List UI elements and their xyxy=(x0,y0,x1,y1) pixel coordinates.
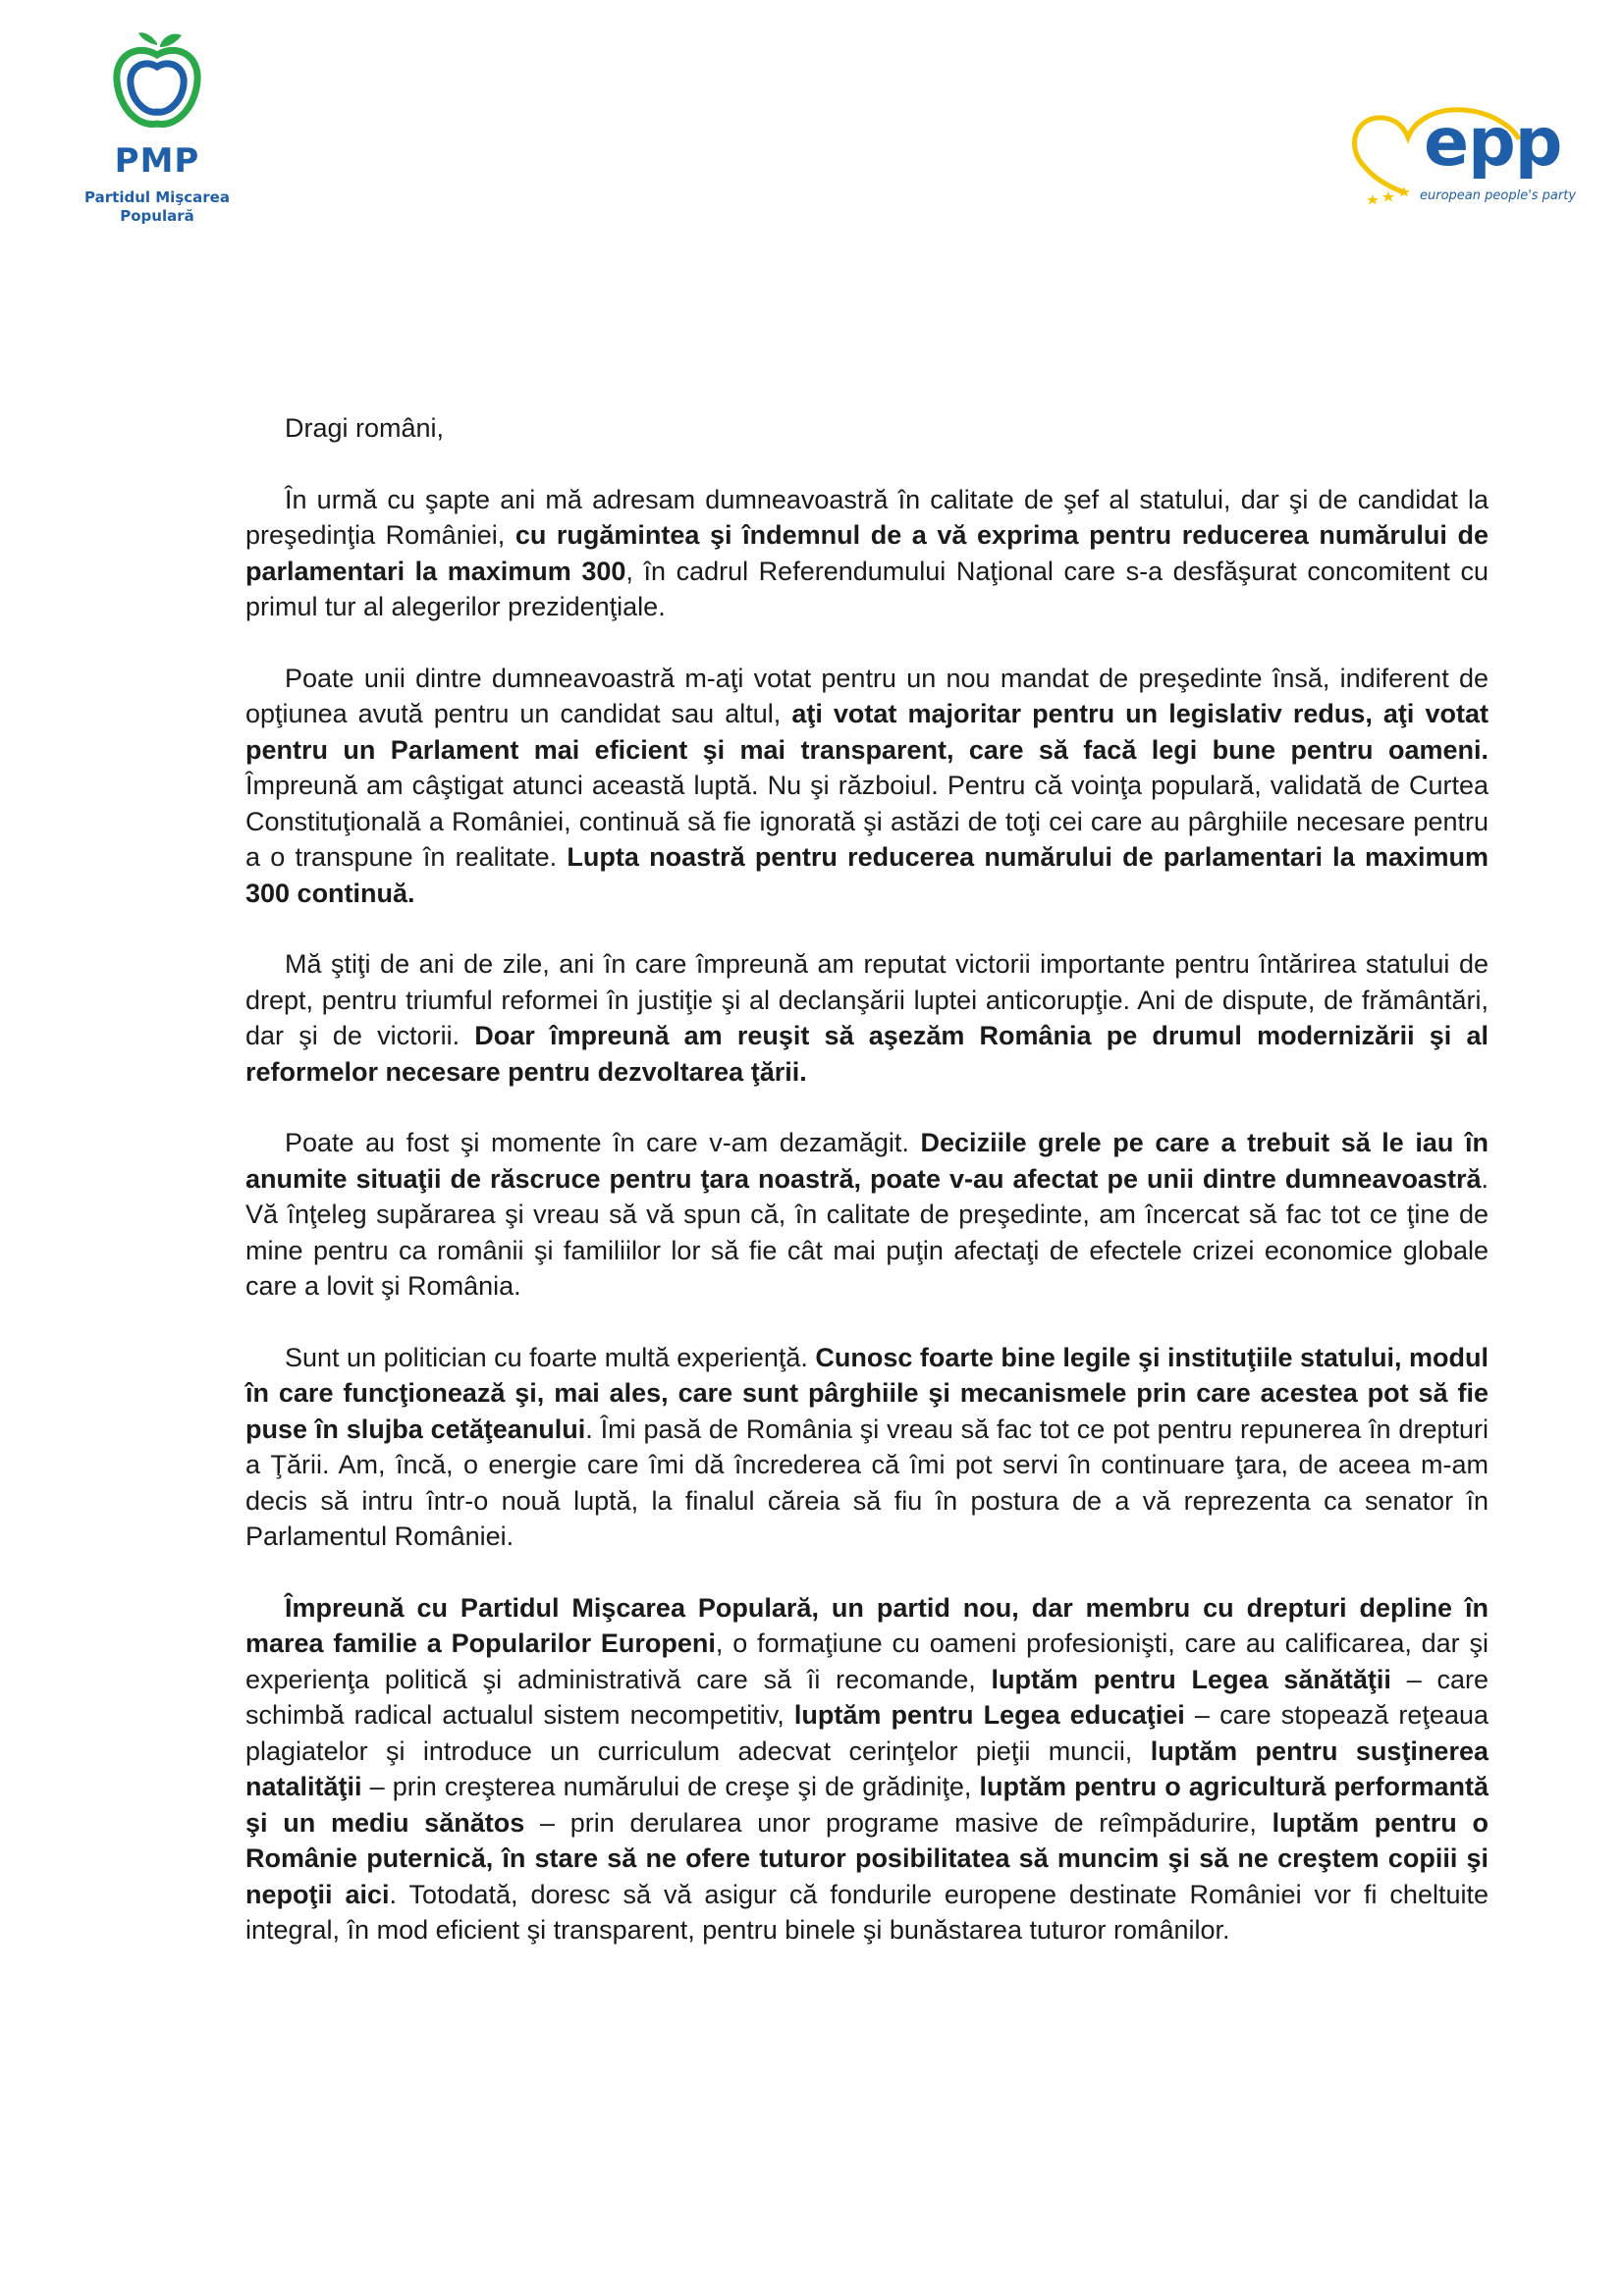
pmp-full-name xyxy=(59,188,255,226)
salutation: Dragi români, xyxy=(285,413,445,443)
letter-body xyxy=(245,410,1489,1984)
paragraph-1: În urmă cu şapte ani mă adresam dumneavoastră în calitate de şef al statului, dar şi de candidat la preşedinţia României, cu rugămintea şi îndemnul de a vă exprima pentru reducerea numărului de parlamentari la maximum 300, în cadrul Referendumului Naţional care s-a desfăşurat concomitent cu primul tur al alegerilor prezidenţiale. xyxy=(245,484,1489,621)
paragraph-3: Mă ştiţi de ani de zile, ani în care împreună am reputat victorii importante pentru întărirea statului de drept, pentru triumful reformei în justiţie şi al declanşării luptei anticorupţie. Ani de dispute, de frământări, dar şi de victorii. Doar împreună am reuşit să aşezăm România pe drumul modernizării şi al reformelor necesare pentru dezvoltarea ţării. xyxy=(245,949,1489,1087)
pmp-logo xyxy=(59,29,255,226)
paragraph-5: Sunt un politician cu foarte multă experienţă. Cunosc foarte bine legile şi instituţiile statului, modul în care funcţionează şi, mai ales, care sunt pârghiile şi mecanismele prin care acestea pot să fie puse în slujba cetăţeanului. Îmi pasă de România şi vreau să fac tot ce pot pentru repunerea în drepturi a Ţării. Am, încă, o energie care îmi dă încrederea că îmi pot servi în continuare ţara, de aceea m-am decis să intru într-o nouă luptă, la finalul căreia să fiu în postura de a vă reprezenta ca senator în Parlamentul României. xyxy=(245,1342,1489,1551)
paragraph-6: Împreună cu Partidul Mişcarea Populară, un partid nou, dar membru cu drepturi depline în marea familie a Popularilor Europeni, o formaţiune cu oameni profesionişti, care au calificarea, dar şi experienţa politică şi administrativă care să îi recomande, luptăm pentru Legea sănătăţii – care schimbă radical actualul sistem necompetitiv, luptăm pentru Legea educaţiei – care stopează reţeaua plagiatelor şi introduce un curriculum adecvat cerinţelor pieţii muncii, luptăm pentru susţinerea natalităţii – prin creşterea numărului de creşe şi de grădiniţe, luptăm pentru o agricultură performantă şi un mediu sănătos – prin derularea unor programe masive de reîmpădurire, luptăm pentru o Românie puternică, în stare să ne ofere tuturor posibilitatea să muncim şi să ne creştem copiii şi nepoţii aici. Totodată, doresc să vă asigur că fondurile europene destinate României vor fi cheltuite integral, în mod eficient şi transparent, pentru binele şi bunăstarea tuturor românilor. xyxy=(245,1592,1489,1945)
epp-logo xyxy=(1345,98,1581,206)
paragraph-4: Poate au fost şi momente în care v-am dezamăgit. Deciziile grele pe care a trebuit să le iau în anumite situaţii de răscruce pentru ţara noastră, poate v-au afectat pe unii dintre dumneavoastră. Vă înţeleg supărarea şi vreau să vă spun că, în calitate de preşedinte, am încercat să fac tot ce ţine de mine pentru ca românii şi familiilor lor să fie cât mai puţin afectaţi de efectele crizei economice globale care a lovit şi România. xyxy=(245,1128,1489,1301)
pmp-name-line2: Populară xyxy=(120,207,194,225)
epp-tagline: european people's party xyxy=(1420,188,1577,203)
paragraph-2: Poate unii dintre dumneavoastră m-aţi votat pentru un nou mandat de preşedinte însă, indiferent de opţiunea avută pentru un candidat sau altul, aţi votat majoritar pentru un legislativ redus, aţi votat pentru un Parlament mai eficient şi mai transparent, care să facă legi bune pentru oameni. Împreună am câştigat atunci această luptă. Nu şi războiul. Pentru că voinţa populară, validată de Curtea Constituţională a României, continuă să fie ignorată şi astăzi de toţi cei care au pârghiile necesare pentru a o transpune în realitate. Lupta noastră pentru reducerea numărului de parlamentari la maximum 300 continuă. xyxy=(245,663,1489,908)
epp-wordmark: epp xyxy=(1424,104,1562,182)
pmp-acronym: PMP xyxy=(114,141,200,181)
apple-logo-icon xyxy=(103,29,211,137)
pmp-name-line1: Partidul Mişcarea xyxy=(84,188,230,206)
